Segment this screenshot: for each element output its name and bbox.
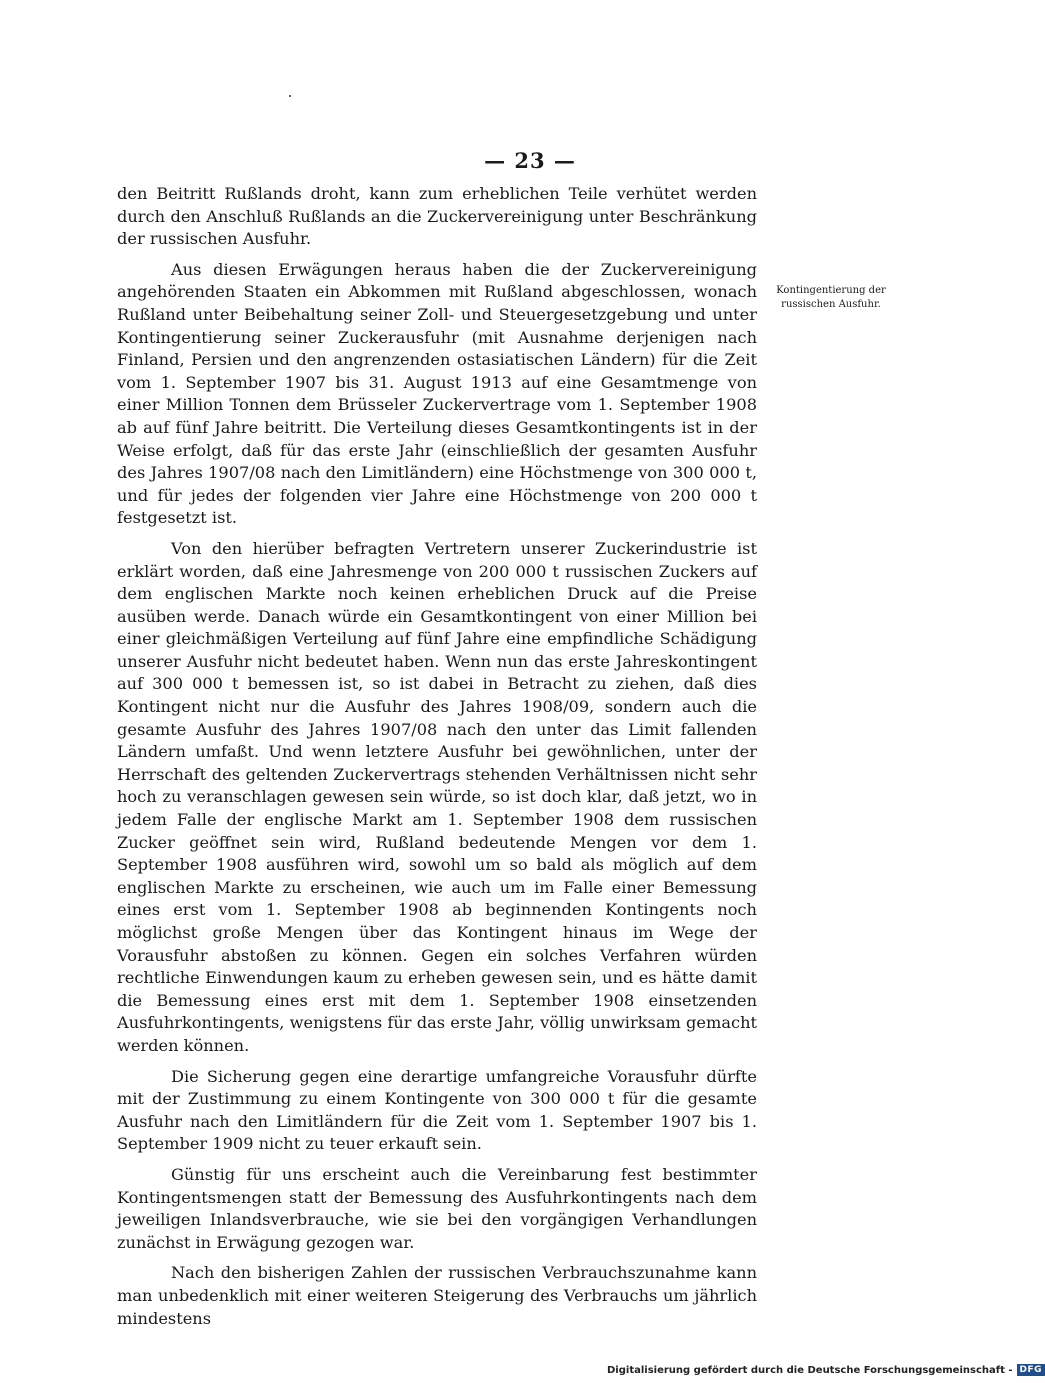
dfg-logo: DFG [1017, 1364, 1045, 1376]
paragraph: Die Sicherung gegen eine derartige umfangreiche Vorausfuhr dürfte mit der Zustimmung zu einem Kontingente von 300 000 t für die gesamte Ausfuhr nach den Limitländern für die Zeit vom 1. September 1907 bis 1. September 1909 nicht zu teuer erkauft sein. [117, 1066, 757, 1154]
margin-note-line: Kontingentierung der [776, 285, 886, 296]
paragraph-continuation: den Beitritt Rußlands droht, kann zum erheblichen Teile verhütet werden durch den Anschluß Rußlands an die Zuckervereinigung unter Beschränkung der russischen Ausfuhr. [117, 184, 757, 249]
page-number-header [0, 148, 1000, 173]
paragraph: Nach den bisherigen Zahlen der russischen Verbrauchszunahme kann man unbedenklich mit einer weiteren Steigerung des Verbrauchs um jährlich mindestens [117, 1263, 757, 1328]
main-text-column [117, 183, 757, 1338]
margin-note-line: russischen Ausfuhr. [781, 299, 881, 310]
digitization-footer [607, 1364, 1045, 1376]
footer-credit-text: Digitalisierung gefördert durch die Deutsche Forschungsgemeinschaft - [607, 1364, 1013, 1376]
paragraph: Günstig für uns erscheint auch die Vereinbarung fest bestimmter Kontingentsmengen statt der Bemessung des Ausfuhrkontingents nach dem jeweiligen Inlandsverbrauche, wie sie bei den vorgängigen Verhandlungen zunächst in Erwägung gezogen war. [117, 1164, 757, 1252]
margin-note [770, 284, 892, 312]
scan-speck [289, 95, 291, 97]
paragraph: Von den hierüber befragten Vertretern unserer Zuckerindustrie ist erklärt worden, daß eine Jahresmenge von 200 000 t russischen Zuckers auf dem englischen Markte noch keinen erheblichen Druck auf die Preise ausüben werde. Danach würde ein Gesamtkontingent von einer Million bei einer gleichmäßigen Verteilung auf fünf Jahre eine empfindliche Schädigung unserer Ausfuhr nicht bedeutet haben. Wenn nun das erste Jahreskontingent auf 300 000 t bemessen ist, so ist dabei in Betracht zu ziehen, daß dies Kontingent nicht nur die Ausfuhr des Jahres 1908/09, sondern auch die gesamte Ausfuhr des Jahres 1907/08 nach den unter das Limit fallenden Ländern umfaßt. Und wenn letztere Ausfuhr bei gewöhnlichen, unter der Herrschaft des geltenden Zuckervertrags stehenden Verhältnissen nicht sehr hoch zu veranschlagen gewesen sein würde, so ist doch klar, daß jetzt, wo in jedem Falle der englische Markt am 1. September 1908 dem russischen Zucker geöffnet sein wird, Rußland bedeutende Mengen vor dem 1. September 1908 ausführen wird, sowohl um so bald als möglich auf dem englischen Markte zu erscheinen, wie auch um im Falle einer Bemessung eines erst vom 1. September 1908 ab beginnenden Kontingents noch möglichst große Mengen über das Kontingent hinaus im Wege der Vorausfuhr abstoßen zu können. Gegen ein solches Verfahren würden rechtliche Einwendungen kaum zu erheben gewesen sein, und es hätte damit die Bemessung eines erst mit dem 1. September 1908 einsetzenden Ausfuhrkontingents, wenigstens für das erste Jahr, völlig unwirksam gemacht werden können. [117, 538, 757, 1055]
page-number: — 23 — [484, 148, 576, 173]
paragraph: Aus diesen Erwägungen heraus haben die der Zuckervereinigung angehörenden Staaten ein Abkommen mit Rußland abgeschlossen, wonach Rußland unter Beibehaltung seiner Zoll- und Steuergesetzgebung und unter Kontingentierung seiner Zuckerausfuhr (mit Ausnahme derjenigen nach Finland, Persien und den angrenzenden ostasiatischen Ländern) für die Zeit vom 1. September 1907 bis 31. August 1913 auf eine Gesamtmenge von einer Million Tonnen dem Brüsseler Zuckervertrage vom 1. September 1908 ab auf fünf Jahre beitritt. Die Verteilung dieses Gesamtkontingents ist in der Weise erfolgt, daß für das erste Jahr (einschließlich der gesamten Ausfuhr des Jahres 1907/08 nach den Limitländern) eine Höchstmenge von 300 000 t, und für jedes der folgenden vier Jahre eine Höchstmenge von 200 000 t festgesetzt ist. [117, 259, 757, 528]
